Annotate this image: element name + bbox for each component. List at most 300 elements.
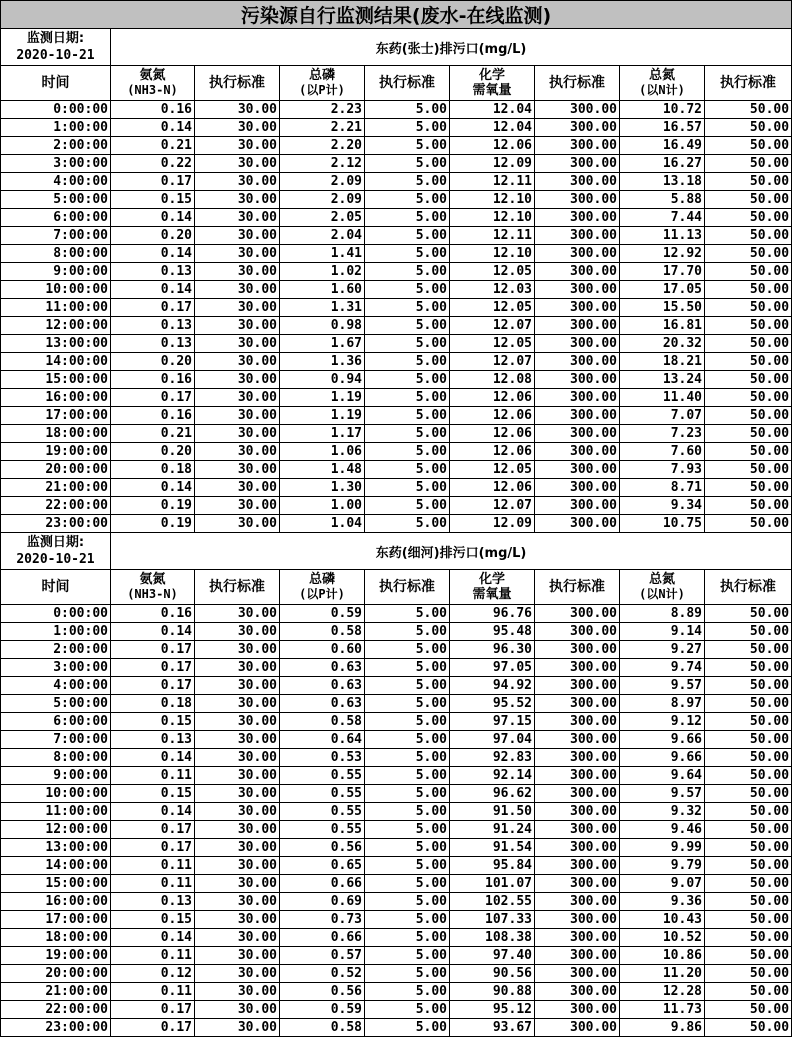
cell-cod: 12.06 (450, 425, 535, 443)
table-row (1, 677, 792, 695)
cell-nitrogen-standard: 50.00 (705, 461, 792, 479)
table-row (1, 857, 792, 875)
cell-nitrogen: 9.99 (620, 839, 705, 857)
cell-cod: 96.62 (450, 785, 535, 803)
cell-ammonia: 0.11 (111, 875, 195, 893)
cell-time: 0:00:00 (1, 101, 111, 119)
table-row (1, 371, 792, 389)
cell-phosphorus-standard: 5.00 (365, 893, 450, 911)
cell-ammonia: 0.19 (111, 515, 195, 533)
cell-cod-standard: 300.00 (535, 371, 620, 389)
cell-cod-standard: 300.00 (535, 461, 620, 479)
cell-phosphorus: 0.66 (280, 929, 365, 947)
cell-time: 0:00:00 (1, 605, 111, 623)
cell-ammonia: 0.14 (111, 929, 195, 947)
cell-nitrogen: 8.89 (620, 605, 705, 623)
cell-cod-standard: 300.00 (535, 821, 620, 839)
cell-phosphorus: 0.59 (280, 605, 365, 623)
cell-phosphorus: 1.41 (280, 245, 365, 263)
cell-ammonia: 0.18 (111, 461, 195, 479)
cell-phosphorus-standard: 5.00 (365, 695, 450, 713)
cell-cod-standard: 300.00 (535, 749, 620, 767)
header-ammonia-standard: 执行标准 (195, 570, 280, 605)
header-cod-line2: 需氧量 (472, 83, 512, 98)
table-row (1, 875, 792, 893)
cell-phosphorus-standard: 5.00 (365, 713, 450, 731)
cell-cod-standard: 300.00 (535, 623, 620, 641)
cell-cod-standard: 300.00 (535, 731, 620, 749)
table-row (1, 839, 792, 857)
cell-phosphorus-standard: 5.00 (365, 857, 450, 875)
table-row (1, 353, 792, 371)
cell-ammonia-standard: 30.00 (195, 1019, 280, 1037)
cell-cod: 12.08 (450, 371, 535, 389)
cell-nitrogen: 12.92 (620, 245, 705, 263)
table-row (1, 299, 792, 317)
cell-nitrogen: 9.66 (620, 731, 705, 749)
table-row (1, 497, 792, 515)
cell-nitrogen: 9.36 (620, 893, 705, 911)
cell-ammonia: 0.14 (111, 803, 195, 821)
cell-ammonia: 0.16 (111, 605, 195, 623)
header-nitrogen-standard: 执行标准 (705, 570, 792, 605)
table-row (1, 947, 792, 965)
cell-cod-standard: 300.00 (535, 155, 620, 173)
table-row (1, 1019, 792, 1037)
table-row (1, 1001, 792, 1019)
cell-time: 20:00:00 (1, 461, 111, 479)
section-info-row (1, 533, 792, 570)
cell-cod-standard: 300.00 (535, 839, 620, 857)
cell-phosphorus-standard: 5.00 (365, 875, 450, 893)
cell-nitrogen: 7.93 (620, 461, 705, 479)
column-header-row (1, 570, 792, 605)
cell-cod: 92.83 (450, 749, 535, 767)
cell-nitrogen: 7.07 (620, 407, 705, 425)
table-row (1, 659, 792, 677)
cell-phosphorus: 0.55 (280, 767, 365, 785)
cell-phosphorus: 1.60 (280, 281, 365, 299)
header-cod-standard: 执行标准 (535, 66, 620, 101)
cell-ammonia: 0.20 (111, 443, 195, 461)
monitoring-date-cell (1, 29, 111, 66)
cell-ammonia: 0.17 (111, 677, 195, 695)
cell-cod-standard: 300.00 (535, 443, 620, 461)
cell-nitrogen: 15.50 (620, 299, 705, 317)
cell-phosphorus: 1.48 (280, 461, 365, 479)
cell-ammonia: 0.13 (111, 263, 195, 281)
cell-ammonia: 0.11 (111, 857, 195, 875)
table-row (1, 335, 792, 353)
table-row (1, 641, 792, 659)
cell-cod: 97.04 (450, 731, 535, 749)
cell-ammonia: 0.17 (111, 1019, 195, 1037)
cell-phosphorus-standard: 5.00 (365, 245, 450, 263)
cell-phosphorus-standard: 5.00 (365, 209, 450, 227)
header-ammonia-line1: 氨氮 (139, 68, 166, 83)
cell-nitrogen-standard: 50.00 (705, 299, 792, 317)
cell-time: 15:00:00 (1, 371, 111, 389)
cell-nitrogen-standard: 50.00 (705, 731, 792, 749)
header-time: 时间 (1, 66, 111, 101)
table-row (1, 695, 792, 713)
cell-ammonia-standard: 30.00 (195, 803, 280, 821)
cell-nitrogen-standard: 50.00 (705, 857, 792, 875)
cell-phosphorus: 0.55 (280, 821, 365, 839)
cell-ammonia-standard: 30.00 (195, 353, 280, 371)
cell-ammonia-standard: 30.00 (195, 497, 280, 515)
cell-time: 20:00:00 (1, 965, 111, 983)
cell-phosphorus-standard: 5.00 (365, 731, 450, 749)
table-row (1, 803, 792, 821)
monitoring-date-cell (1, 533, 111, 570)
cell-time: 13:00:00 (1, 335, 111, 353)
cell-cod: 12.05 (450, 335, 535, 353)
cell-ammonia-standard: 30.00 (195, 389, 280, 407)
cell-nitrogen-standard: 50.00 (705, 281, 792, 299)
cell-ammonia-standard: 30.00 (195, 101, 280, 119)
cell-cod-standard: 300.00 (535, 137, 620, 155)
cell-nitrogen: 10.43 (620, 911, 705, 929)
cell-cod-standard: 300.00 (535, 785, 620, 803)
cell-phosphorus-standard: 5.00 (365, 1001, 450, 1019)
cell-nitrogen-standard: 50.00 (705, 173, 792, 191)
cell-time: 12:00:00 (1, 317, 111, 335)
cell-nitrogen-standard: 50.00 (705, 713, 792, 731)
cell-ammonia-standard: 30.00 (195, 137, 280, 155)
cell-time: 2:00:00 (1, 137, 111, 155)
cell-time: 12:00:00 (1, 821, 111, 839)
cell-phosphorus-standard: 5.00 (365, 929, 450, 947)
cell-ammonia-standard: 30.00 (195, 749, 280, 767)
cell-nitrogen-standard: 50.00 (705, 353, 792, 371)
cell-ammonia-standard: 30.00 (195, 191, 280, 209)
cell-ammonia-standard: 30.00 (195, 839, 280, 857)
cell-cod: 12.07 (450, 317, 535, 335)
header-cod (450, 570, 535, 605)
cell-time: 2:00:00 (1, 641, 111, 659)
header-nitrogen (620, 570, 705, 605)
cell-cod: 12.04 (450, 101, 535, 119)
cell-ammonia: 0.21 (111, 425, 195, 443)
cell-nitrogen-standard: 50.00 (705, 263, 792, 281)
cell-nitrogen: 7.60 (620, 443, 705, 461)
table-row (1, 983, 792, 1001)
cell-nitrogen-standard: 50.00 (705, 245, 792, 263)
cell-time: 5:00:00 (1, 191, 111, 209)
cell-ammonia: 0.14 (111, 623, 195, 641)
cell-ammonia-standard: 30.00 (195, 767, 280, 785)
cell-cod: 12.11 (450, 227, 535, 245)
cell-cod-standard: 300.00 (535, 947, 620, 965)
cell-time: 7:00:00 (1, 731, 111, 749)
cell-ammonia: 0.21 (111, 137, 195, 155)
cell-phosphorus-standard: 5.00 (365, 911, 450, 929)
cell-phosphorus-standard: 5.00 (365, 191, 450, 209)
page-title: 污染源自行监测结果(废水-在线监测) (1, 1, 792, 29)
header-phosphorus-standard: 执行标准 (365, 570, 450, 605)
cell-time: 14:00:00 (1, 353, 111, 371)
cell-cod: 92.14 (450, 767, 535, 785)
cell-time: 22:00:00 (1, 1001, 111, 1019)
cell-ammonia: 0.16 (111, 371, 195, 389)
cell-time: 6:00:00 (1, 209, 111, 227)
cell-time: 5:00:00 (1, 695, 111, 713)
table-row (1, 173, 792, 191)
cell-phosphorus: 0.63 (280, 677, 365, 695)
cell-nitrogen-standard: 50.00 (705, 839, 792, 857)
cell-nitrogen-standard: 50.00 (705, 137, 792, 155)
cell-ammonia: 0.15 (111, 713, 195, 731)
cell-phosphorus-standard: 5.00 (365, 137, 450, 155)
cell-cod: 94.92 (450, 677, 535, 695)
cell-ammonia-standard: 30.00 (195, 983, 280, 1001)
cell-time: 11:00:00 (1, 299, 111, 317)
cell-time: 21:00:00 (1, 983, 111, 1001)
cell-nitrogen: 9.32 (620, 803, 705, 821)
table-row (1, 389, 792, 407)
header-phosphorus-standard: 执行标准 (365, 66, 450, 101)
cell-nitrogen-standard: 50.00 (705, 803, 792, 821)
cell-phosphorus: 0.58 (280, 1019, 365, 1037)
cell-cod: 12.05 (450, 263, 535, 281)
cell-ammonia: 0.15 (111, 911, 195, 929)
cell-cod-standard: 300.00 (535, 875, 620, 893)
header-cod-line1: 化学 (478, 68, 505, 83)
cell-nitrogen: 9.07 (620, 875, 705, 893)
cell-phosphorus-standard: 5.00 (365, 425, 450, 443)
cell-nitrogen-standard: 50.00 (705, 119, 792, 137)
cell-nitrogen: 16.49 (620, 137, 705, 155)
cell-ammonia: 0.11 (111, 983, 195, 1001)
table-row (1, 119, 792, 137)
cell-cod: 97.05 (450, 659, 535, 677)
cell-nitrogen: 5.88 (620, 191, 705, 209)
cell-time: 8:00:00 (1, 245, 111, 263)
table-row (1, 137, 792, 155)
header-ammonia-line2: (NH3-N) (127, 83, 178, 97)
cell-nitrogen-standard: 50.00 (705, 389, 792, 407)
cell-ammonia-standard: 30.00 (195, 425, 280, 443)
cell-time: 1:00:00 (1, 623, 111, 641)
cell-ammonia: 0.17 (111, 659, 195, 677)
cell-nitrogen: 20.32 (620, 335, 705, 353)
cell-nitrogen-standard: 50.00 (705, 443, 792, 461)
table-row (1, 461, 792, 479)
cell-ammonia: 0.16 (111, 407, 195, 425)
cell-phosphorus: 1.36 (280, 353, 365, 371)
cell-nitrogen: 16.57 (620, 119, 705, 137)
cell-cod: 91.24 (450, 821, 535, 839)
table-row (1, 515, 792, 533)
cell-cod: 108.38 (450, 929, 535, 947)
discharge-outlet-title: 东药(细河)排污口(mg/L) (111, 533, 792, 570)
cell-time: 17:00:00 (1, 911, 111, 929)
table-row (1, 929, 792, 947)
cell-ammonia-standard: 30.00 (195, 1001, 280, 1019)
cell-cod: 90.56 (450, 965, 535, 983)
cell-phosphorus-standard: 5.00 (365, 515, 450, 533)
cell-phosphorus: 2.12 (280, 155, 365, 173)
cell-phosphorus: 0.69 (280, 893, 365, 911)
cell-phosphorus-standard: 5.00 (365, 443, 450, 461)
cell-phosphorus: 2.20 (280, 137, 365, 155)
cell-nitrogen-standard: 50.00 (705, 749, 792, 767)
cell-nitrogen: 18.21 (620, 353, 705, 371)
cell-cod-standard: 300.00 (535, 803, 620, 821)
cell-phosphorus-standard: 5.00 (365, 785, 450, 803)
cell-cod: 101.07 (450, 875, 535, 893)
cell-time: 3:00:00 (1, 659, 111, 677)
cell-phosphorus-standard: 5.00 (365, 371, 450, 389)
header-ammonia (111, 570, 195, 605)
cell-cod: 91.50 (450, 803, 535, 821)
cell-cod-standard: 300.00 (535, 893, 620, 911)
header-ammonia-standard: 执行标准 (195, 66, 280, 101)
cell-cod: 97.40 (450, 947, 535, 965)
cell-time: 16:00:00 (1, 893, 111, 911)
cell-ammonia-standard: 30.00 (195, 731, 280, 749)
monitoring-date-label: 监测日期: (26, 535, 85, 550)
cell-nitrogen: 9.27 (620, 641, 705, 659)
cell-ammonia-standard: 30.00 (195, 785, 280, 803)
header-phosphorus-line2: (以P计) (299, 587, 345, 601)
cell-nitrogen: 13.18 (620, 173, 705, 191)
cell-ammonia: 0.17 (111, 641, 195, 659)
table-body (1, 1, 792, 1037)
cell-cod: 95.84 (450, 857, 535, 875)
cell-nitrogen-standard: 50.00 (705, 479, 792, 497)
cell-phosphorus: 1.06 (280, 443, 365, 461)
cell-nitrogen-standard: 50.00 (705, 911, 792, 929)
table-row (1, 893, 792, 911)
cell-cod-standard: 300.00 (535, 317, 620, 335)
header-phosphorus-line2: (以P计) (299, 83, 345, 97)
cell-time: 18:00:00 (1, 425, 111, 443)
cell-phosphorus: 1.67 (280, 335, 365, 353)
cell-nitrogen-standard: 50.00 (705, 407, 792, 425)
cell-phosphorus-standard: 5.00 (365, 389, 450, 407)
header-ammonia-line2: (NH3-N) (127, 587, 178, 601)
cell-phosphorus: 2.05 (280, 209, 365, 227)
cell-nitrogen: 9.79 (620, 857, 705, 875)
cell-nitrogen-standard: 50.00 (705, 677, 792, 695)
cell-cod-standard: 300.00 (535, 227, 620, 245)
cell-phosphorus: 0.98 (280, 317, 365, 335)
cell-ammonia: 0.17 (111, 389, 195, 407)
cell-nitrogen: 8.71 (620, 479, 705, 497)
cell-time: 23:00:00 (1, 515, 111, 533)
cell-phosphorus: 1.19 (280, 407, 365, 425)
cell-cod-standard: 300.00 (535, 425, 620, 443)
cell-ammonia-standard: 30.00 (195, 227, 280, 245)
table-row (1, 749, 792, 767)
cell-phosphorus-standard: 5.00 (365, 497, 450, 515)
cell-nitrogen: 16.81 (620, 317, 705, 335)
cell-nitrogen: 8.97 (620, 695, 705, 713)
cell-time: 19:00:00 (1, 947, 111, 965)
header-phosphorus (280, 570, 365, 605)
cell-ammonia: 0.13 (111, 731, 195, 749)
cell-nitrogen: 7.44 (620, 209, 705, 227)
cell-ammonia-standard: 30.00 (195, 857, 280, 875)
cell-time: 22:00:00 (1, 497, 111, 515)
table-row (1, 227, 792, 245)
cell-nitrogen: 10.72 (620, 101, 705, 119)
cell-phosphorus-standard: 5.00 (365, 335, 450, 353)
cell-cod: 12.06 (450, 137, 535, 155)
cell-nitrogen: 9.64 (620, 767, 705, 785)
cell-cod: 12.04 (450, 119, 535, 137)
header-time: 时间 (1, 570, 111, 605)
cell-phosphorus-standard: 5.00 (365, 155, 450, 173)
cell-cod: 12.11 (450, 173, 535, 191)
cell-phosphorus-standard: 5.00 (365, 767, 450, 785)
cell-time: 1:00:00 (1, 119, 111, 137)
cell-nitrogen-standard: 50.00 (705, 515, 792, 533)
header-ammonia-line1: 氨氮 (139, 572, 166, 587)
cell-phosphorus-standard: 5.00 (365, 461, 450, 479)
cell-cod: 97.15 (450, 713, 535, 731)
cell-phosphorus: 1.19 (280, 389, 365, 407)
cell-phosphorus-standard: 5.00 (365, 299, 450, 317)
cell-time: 10:00:00 (1, 281, 111, 299)
cell-cod: 12.10 (450, 209, 535, 227)
cell-time: 4:00:00 (1, 173, 111, 191)
cell-ammonia: 0.17 (111, 821, 195, 839)
cell-phosphorus: 0.73 (280, 911, 365, 929)
table-row (1, 713, 792, 731)
cell-ammonia-standard: 30.00 (195, 605, 280, 623)
cell-cod: 12.06 (450, 479, 535, 497)
cell-ammonia-standard: 30.00 (195, 263, 280, 281)
cell-nitrogen-standard: 50.00 (705, 965, 792, 983)
cell-phosphorus: 2.23 (280, 101, 365, 119)
table-row (1, 911, 792, 929)
cell-cod-standard: 300.00 (535, 263, 620, 281)
cell-phosphorus-standard: 5.00 (365, 677, 450, 695)
cell-nitrogen: 9.57 (620, 677, 705, 695)
cell-cod-standard: 300.00 (535, 605, 620, 623)
cell-phosphorus-standard: 5.00 (365, 317, 450, 335)
cell-cod-standard: 300.00 (535, 191, 620, 209)
cell-ammonia-standard: 30.00 (195, 407, 280, 425)
cell-cod: 107.33 (450, 911, 535, 929)
cell-phosphorus: 0.56 (280, 983, 365, 1001)
cell-phosphorus-standard: 5.00 (365, 965, 450, 983)
header-nitrogen-line1: 总氮 (648, 572, 675, 587)
cell-ammonia-standard: 30.00 (195, 245, 280, 263)
cell-ammonia: 0.15 (111, 191, 195, 209)
cell-nitrogen: 13.24 (620, 371, 705, 389)
cell-cod-standard: 300.00 (535, 389, 620, 407)
cell-time: 15:00:00 (1, 875, 111, 893)
cell-phosphorus: 0.63 (280, 659, 365, 677)
cell-cod-standard: 300.00 (535, 407, 620, 425)
cell-cod-standard: 300.00 (535, 497, 620, 515)
cell-ammonia: 0.13 (111, 317, 195, 335)
cell-cod-standard: 300.00 (535, 281, 620, 299)
cell-time: 16:00:00 (1, 389, 111, 407)
cell-nitrogen: 17.70 (620, 263, 705, 281)
cell-nitrogen: 10.52 (620, 929, 705, 947)
cell-nitrogen: 11.20 (620, 965, 705, 983)
cell-ammonia: 0.14 (111, 245, 195, 263)
cell-ammonia-standard: 30.00 (195, 893, 280, 911)
header-ammonia (111, 66, 195, 101)
cell-cod: 12.07 (450, 353, 535, 371)
cell-cod: 12.10 (450, 191, 535, 209)
